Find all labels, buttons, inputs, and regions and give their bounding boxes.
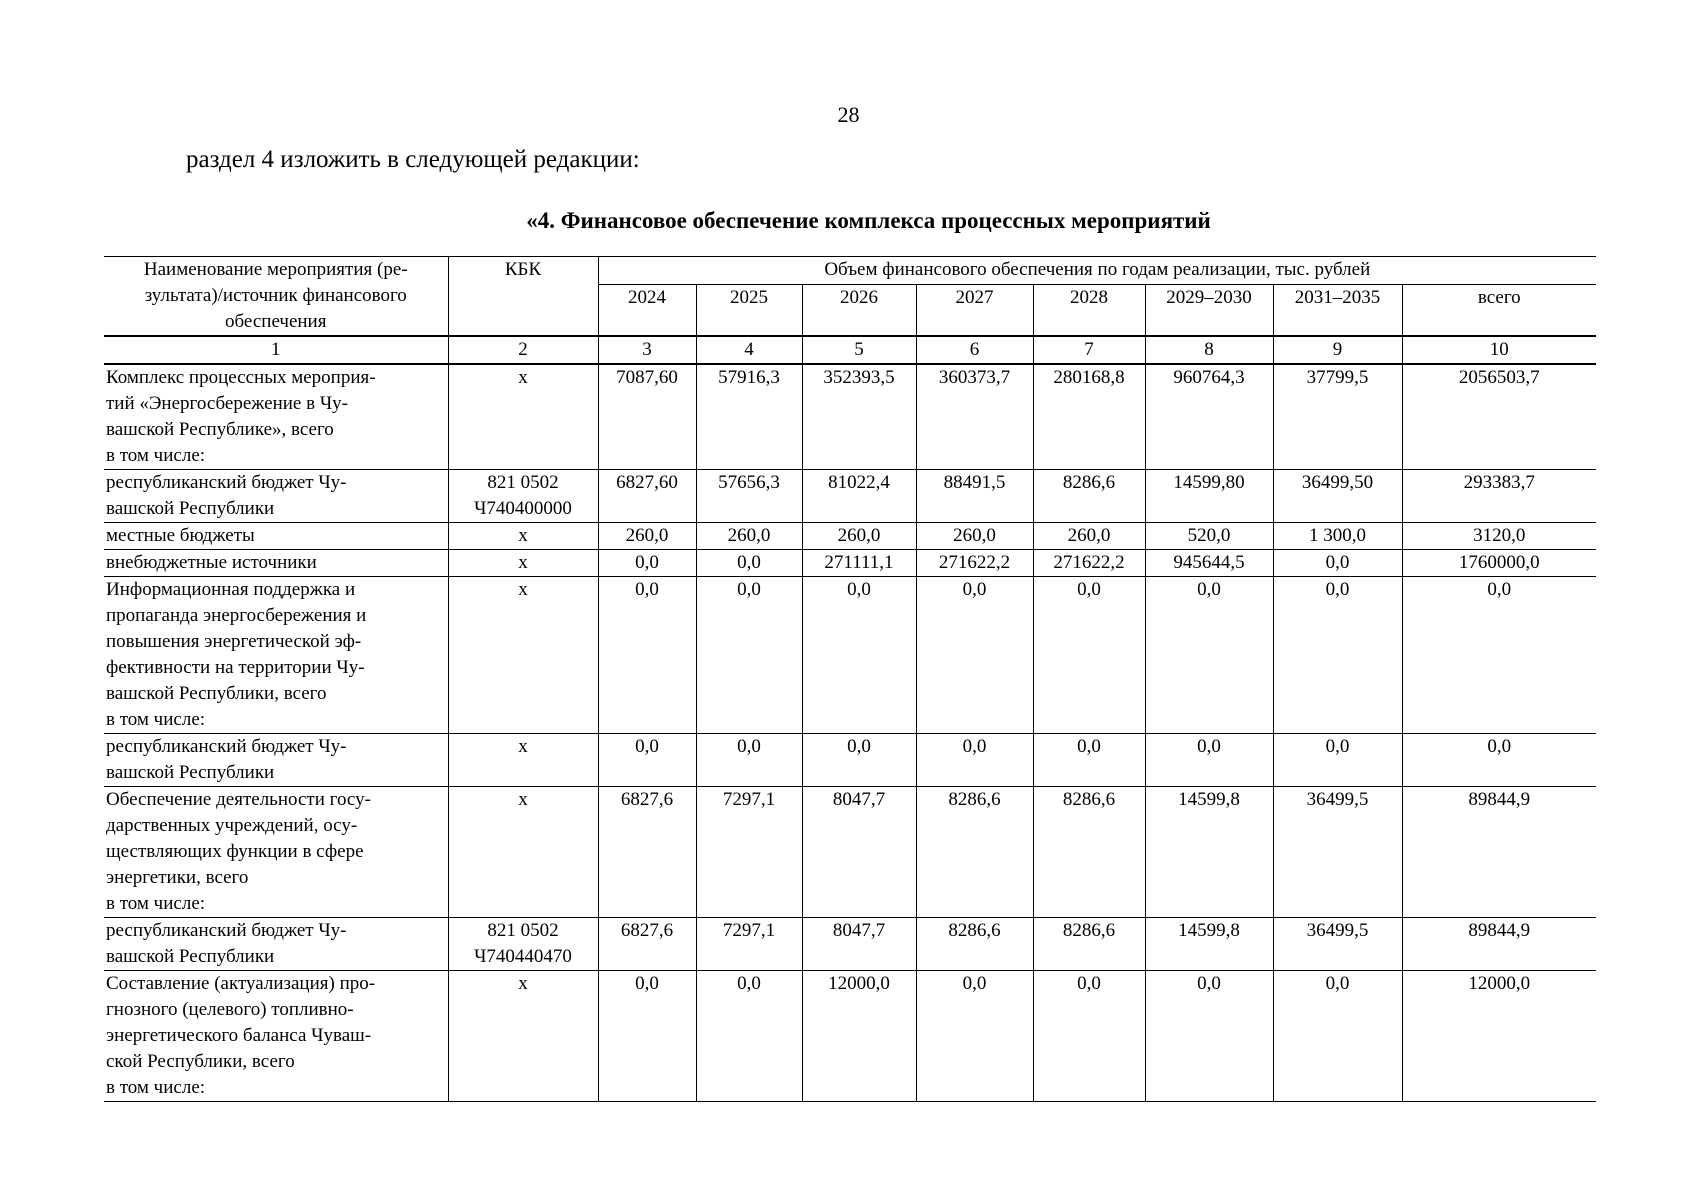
- row-total-value: 2056503,7: [1402, 364, 1596, 470]
- row-year-value: 0,0: [1273, 734, 1402, 787]
- row-total-value: 89844,9: [1402, 787, 1596, 918]
- row-kbk-line: х: [518, 736, 528, 757]
- column-number: 10: [1402, 336, 1596, 364]
- header-year: 2024: [598, 284, 696, 336]
- row-year-value: 36499,5: [1273, 918, 1402, 971]
- header-volume: Объем финансового обеспечения по годам реализации, тыс. рублей: [598, 257, 1596, 285]
- row-year-value: 81022,4: [802, 470, 916, 523]
- row-year-value: 0,0: [802, 734, 916, 787]
- row-name-line: пропаганда энергосбережения и: [106, 605, 367, 626]
- row-kbk-cell: [448, 577, 598, 734]
- row-name-line: фективности на территории Чу-: [106, 657, 365, 678]
- row-year-value: 14599,80: [1145, 470, 1273, 523]
- row-kbk-line: х: [518, 367, 528, 388]
- row-year-value: 7297,1: [696, 918, 802, 971]
- row-kbk-line: х: [518, 579, 528, 600]
- row-year-value: 8286,6: [1033, 918, 1145, 971]
- table-row: [104, 550, 1596, 577]
- header-year: 2025: [696, 284, 802, 336]
- column-number: 5: [802, 336, 916, 364]
- row-year-value: 6827,6: [598, 918, 696, 971]
- row-name-line: республиканский бюджет Чу-: [106, 920, 347, 941]
- row-name-line: ской Республики, всего: [106, 1051, 295, 1072]
- row-name-cell: [104, 550, 448, 577]
- row-year-value: 0,0: [802, 577, 916, 734]
- row-year-value: 0,0: [1033, 971, 1145, 1102]
- row-year-value: 57656,3: [696, 470, 802, 523]
- row-kbk-line: х: [518, 525, 528, 546]
- row-year-value: 14599,8: [1145, 918, 1273, 971]
- row-kbk-line: Ч740400000: [474, 498, 572, 519]
- row-name-line: дарственных учреждений, осу-: [106, 815, 358, 836]
- column-number: 3: [598, 336, 696, 364]
- row-kbk-cell: [448, 918, 598, 971]
- row-year-value: 36499,5: [1273, 787, 1402, 918]
- financing-table: [104, 256, 1596, 1102]
- row-name-line: энергетического баланса Чуваш-: [106, 1025, 372, 1046]
- section-title: «4. Финансовое обеспечение комплекса процессных мероприятий: [526, 208, 1211, 233]
- row-year-value: 0,0: [1033, 577, 1145, 734]
- header-name-line: зультата)/источник финансового: [144, 285, 407, 306]
- row-name-cell: [104, 577, 448, 734]
- row-kbk-line: х: [518, 789, 528, 810]
- row-year-value: 0,0: [916, 734, 1033, 787]
- row-name-line: ществляющих функции в сфере: [106, 841, 364, 862]
- table-row: [104, 734, 1596, 787]
- row-year-value: 0,0: [916, 971, 1033, 1102]
- row-total-value: 12000,0: [1402, 971, 1596, 1102]
- row-year-value: 0,0: [1273, 971, 1402, 1102]
- row-year-value: 0,0: [696, 577, 802, 734]
- row-name-cell: [104, 971, 448, 1102]
- row-year-value: 8286,6: [916, 787, 1033, 918]
- header-kbk: КБК: [448, 257, 598, 337]
- row-name-cell: [104, 734, 448, 787]
- row-name-cell: [104, 470, 448, 523]
- row-total-value: 0,0: [1402, 577, 1596, 734]
- row-name-line: Комплекс процессных мероприя-: [106, 367, 376, 388]
- header-total: всего: [1402, 284, 1596, 336]
- header-year: 2028: [1033, 284, 1145, 336]
- row-year-value: 0,0: [696, 734, 802, 787]
- row-name-cell: [104, 523, 448, 550]
- row-name-cell: [104, 918, 448, 971]
- header-year: 2026: [802, 284, 916, 336]
- row-year-value: 0,0: [696, 550, 802, 577]
- row-total-value: 89844,9: [1402, 918, 1596, 971]
- row-year-value: 8286,6: [916, 918, 1033, 971]
- row-year-value: 0,0: [1273, 577, 1402, 734]
- row-kbk-line: 821 0502: [487, 472, 559, 493]
- row-year-value: 280168,8: [1033, 364, 1145, 470]
- row-year-value: 1 300,0: [1273, 523, 1402, 550]
- row-total-value: 1760000,0: [1402, 550, 1596, 577]
- row-name-line: Обеспечение деятельности госу-: [106, 789, 371, 810]
- row-name-line: энергетики, всего: [106, 867, 249, 888]
- row-year-value: 352393,5: [802, 364, 916, 470]
- table-row: [104, 470, 1596, 523]
- row-year-value: 945644,5: [1145, 550, 1273, 577]
- column-number: 1: [104, 336, 448, 364]
- row-year-value: 0,0: [598, 734, 696, 787]
- row-year-value: 6827,6: [598, 787, 696, 918]
- row-year-value: 0,0: [1145, 971, 1273, 1102]
- table-row: [104, 918, 1596, 971]
- row-year-value: 260,0: [802, 523, 916, 550]
- row-kbk-cell: [448, 523, 598, 550]
- row-year-value: 0,0: [1033, 734, 1145, 787]
- header-year: 2029–2030: [1145, 284, 1273, 336]
- row-name-line: вашской Республики, всего: [106, 683, 327, 704]
- header-name-line: Наименование мероприятия (ре-: [143, 259, 408, 280]
- row-name-cell: [104, 787, 448, 918]
- row-total-value: 0,0: [1402, 734, 1596, 787]
- row-year-value: 0,0: [598, 971, 696, 1102]
- table-row: [104, 577, 1596, 734]
- column-number: 6: [916, 336, 1033, 364]
- intro-text: раздел 4 изложить в следующей редакции:: [186, 146, 640, 173]
- row-kbk-line: 821 0502: [487, 920, 559, 941]
- row-year-value: 360373,7: [916, 364, 1033, 470]
- row-total-value: 3120,0: [1402, 523, 1596, 550]
- table-row: [104, 971, 1596, 1102]
- row-year-value: 260,0: [916, 523, 1033, 550]
- row-kbk-line: х: [518, 552, 528, 573]
- row-name-line: Информационная поддержка и: [106, 579, 356, 600]
- row-name-line: в том числе:: [106, 893, 206, 914]
- row-year-value: 12000,0: [802, 971, 916, 1102]
- row-year-value: 0,0: [916, 577, 1033, 734]
- row-kbk-cell: [448, 550, 598, 577]
- table-row: [104, 364, 1596, 470]
- row-year-value: 7087,60: [598, 364, 696, 470]
- page-number: 28: [837, 102, 860, 127]
- row-year-value: 0,0: [1145, 577, 1273, 734]
- row-name-line: вашской Республики: [106, 762, 275, 783]
- row-year-value: 88491,5: [916, 470, 1033, 523]
- row-year-value: 57916,3: [696, 364, 802, 470]
- row-year-value: 0,0: [598, 577, 696, 734]
- row-year-value: 0,0: [598, 550, 696, 577]
- row-name-line: вашской Республики: [106, 946, 275, 967]
- row-name-line: гнозного (целевого) топливно-: [106, 999, 354, 1020]
- row-name-line: в том числе:: [106, 445, 206, 466]
- header-year: 2027: [916, 284, 1033, 336]
- row-year-value: 36499,50: [1273, 470, 1402, 523]
- row-name-line: в том числе:: [106, 709, 206, 730]
- table-row: [104, 523, 1596, 550]
- column-number: 2: [448, 336, 598, 364]
- row-year-value: 260,0: [696, 523, 802, 550]
- row-year-value: 8286,6: [1033, 787, 1145, 918]
- column-number: 4: [696, 336, 802, 364]
- row-year-value: 271111,1: [802, 550, 916, 577]
- row-year-value: 260,0: [1033, 523, 1145, 550]
- row-year-value: 960764,3: [1145, 364, 1273, 470]
- row-kbk-line: х: [518, 973, 528, 994]
- row-name-line: местные бюджеты: [106, 525, 255, 546]
- row-year-value: 37799,5: [1273, 364, 1402, 470]
- row-year-value: 260,0: [598, 523, 696, 550]
- row-year-value: 8047,7: [802, 787, 916, 918]
- row-name-cell: [104, 364, 448, 470]
- row-kbk-cell: [448, 734, 598, 787]
- row-year-value: 7297,1: [696, 787, 802, 918]
- row-kbk-cell: [448, 787, 598, 918]
- column-number: 7: [1033, 336, 1145, 364]
- row-kbk-cell: [448, 971, 598, 1102]
- row-total-value: 293383,7: [1402, 470, 1596, 523]
- row-name-line: тий «Энергосбережение в Чу-: [106, 393, 348, 414]
- row-year-value: 6827,60: [598, 470, 696, 523]
- row-name-line: Составление (актуализация) про-: [106, 973, 376, 994]
- row-year-value: 8286,6: [1033, 470, 1145, 523]
- row-year-value: 0,0: [1273, 550, 1402, 577]
- row-kbk-line: Ч740440470: [474, 946, 572, 967]
- header-name-cell: [104, 257, 448, 337]
- column-number: 8: [1145, 336, 1273, 364]
- row-name-line: вашской Республике», всего: [106, 419, 334, 440]
- row-name-line: вашской Республики: [106, 498, 275, 519]
- row-kbk-cell: [448, 364, 598, 470]
- row-year-value: 0,0: [696, 971, 802, 1102]
- header-year: 2031–2035: [1273, 284, 1402, 336]
- column-number: 9: [1273, 336, 1402, 364]
- row-name-line: республиканский бюджет Чу-: [106, 736, 347, 757]
- row-name-line: внебюджетные источники: [106, 552, 317, 573]
- row-year-value: 271622,2: [1033, 550, 1145, 577]
- row-year-value: 271622,2: [916, 550, 1033, 577]
- row-name-line: повышения энергетической эф-: [106, 631, 362, 652]
- table-body: [104, 364, 1596, 1102]
- row-year-value: 520,0: [1145, 523, 1273, 550]
- row-name-line: в том числе:: [106, 1077, 206, 1098]
- row-name-line: республиканский бюджет Чу-: [106, 472, 347, 493]
- header-name-line: обеспечения: [225, 311, 327, 332]
- row-year-value: 8047,7: [802, 918, 916, 971]
- row-year-value: 14599,8: [1145, 787, 1273, 918]
- row-kbk-cell: [448, 470, 598, 523]
- row-year-value: 0,0: [1145, 734, 1273, 787]
- table-row: [104, 787, 1596, 918]
